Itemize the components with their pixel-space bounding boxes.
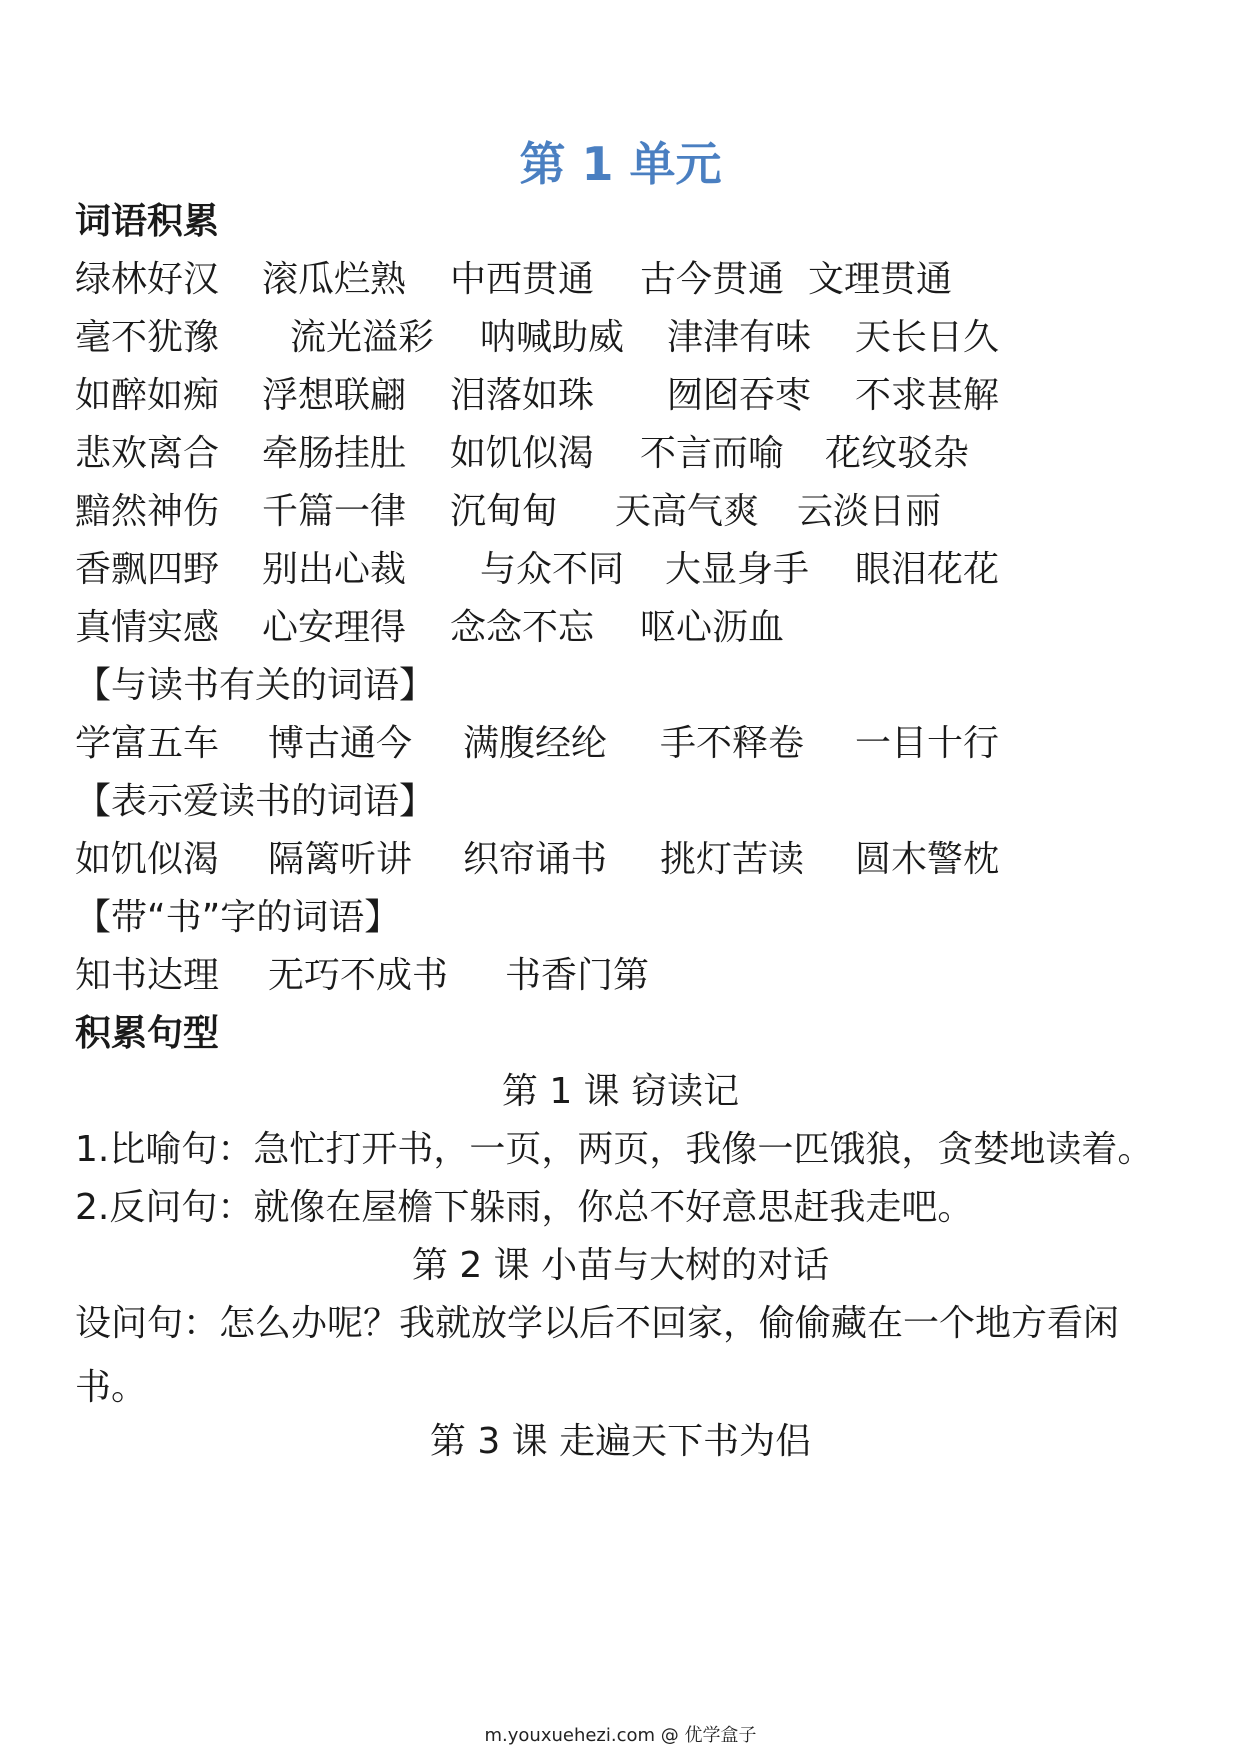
category-label-love-reading: 【表示爱读书的词语】	[75, 781, 436, 822]
vocab-word: 如醉如痴	[75, 375, 220, 416]
vocab-word: 毫不犹豫	[75, 317, 220, 358]
sentence-heading: 积累句型	[75, 1013, 220, 1054]
vocab-word: 悲欢离合	[75, 433, 220, 474]
category-word: 如饥似渴	[75, 839, 220, 880]
vocab-heading: 词语积累	[75, 201, 220, 242]
vocab-word: 天长日久	[855, 317, 1000, 358]
category-word: 手不释卷	[660, 723, 805, 764]
vocab-word: 绿林好汉	[75, 259, 220, 300]
vocab-word: 天高气爽	[615, 491, 760, 532]
category-word: 织帘诵书	[463, 839, 608, 880]
sentence: 1.比喻句：急忙打开书，一页，两页，我像一匹饿狼，贪婪地读着。	[75, 1129, 1154, 1170]
lesson-title: 第 3 课 走遍天下书为侣	[429, 1421, 812, 1462]
vocab-word: 文理贯通	[808, 259, 953, 300]
vocab-word: 眼泪花花	[855, 549, 1000, 590]
vocab-word: 古今贯通	[640, 259, 785, 300]
vocab-word: 呐喊助威	[480, 317, 625, 358]
vocab-word: 千篇一律	[262, 491, 407, 532]
vocab-word: 中西贯通	[450, 259, 595, 300]
sentence: 2.反问句：就像在屋檐下躲雨，你总不好意思赶我走吧。	[75, 1187, 974, 1228]
vocab-word: 呕心沥血	[640, 607, 785, 648]
vocab-word: 云淡日丽	[797, 491, 942, 532]
category-word: 挑灯苦读	[660, 839, 805, 880]
vocab-word: 花纹驳杂	[825, 433, 970, 474]
category-word: 隔篱听讲	[268, 839, 413, 880]
vocab-word: 与众不同	[480, 549, 625, 590]
category-word: 一目十行	[855, 723, 1000, 764]
vocab-word: 不求甚解	[855, 375, 1000, 416]
category-label-reading: 【与读书有关的词语】	[75, 665, 436, 706]
vocab-word: 不言而喻	[640, 433, 785, 474]
vocab-word: 香飘四野	[75, 549, 220, 590]
category-word: 圆木警枕	[855, 839, 1000, 880]
vocab-word: 黯然神伤	[75, 491, 220, 532]
category-word: 满腹经纶	[463, 723, 608, 764]
vocab-word: 津津有味	[667, 317, 812, 358]
vocab-word: 心安理得	[262, 607, 407, 648]
vocab-word: 囫囵吞枣	[667, 375, 812, 416]
category-word: 博古通今	[268, 723, 413, 764]
page-title: 第 1 单元	[519, 137, 722, 191]
vocab-word: 别出心裁	[262, 549, 407, 590]
vocab-word: 念念不忘	[450, 607, 595, 648]
vocab-word: 流光溢彩	[290, 317, 435, 358]
vocab-word: 滚瓜烂熟	[262, 259, 407, 300]
vocab-word: 沉甸甸	[450, 491, 559, 532]
lesson-title: 第 1 课 窃读记	[501, 1071, 740, 1112]
vocab-word: 泪落如珠	[450, 375, 595, 416]
category-word: 学富五车	[75, 723, 220, 764]
category-word: 知书达理	[75, 955, 220, 996]
footer-watermark: m.youxuehezi.com @ 优学盒子	[484, 1725, 757, 1746]
vocab-word: 浮想联翩	[262, 375, 407, 416]
vocab-word: 大显身手	[665, 549, 810, 590]
lesson-title: 第 2 课 小苗与大树的对话	[411, 1245, 830, 1286]
vocab-word: 真情实感	[75, 607, 220, 648]
vocab-word: 如饥似渴	[450, 433, 595, 474]
category-label-shu: 【带“书”字的词语】	[75, 897, 401, 938]
category-word: 书香门第	[505, 955, 650, 996]
vocab-word: 牵肠挂肚	[262, 433, 407, 474]
sentence: 设问句：怎么办呢？我就放学以后不回家，偷偷藏在一个地方看闲书。	[75, 1303, 1120, 1408]
category-word: 无巧不成书	[268, 955, 449, 996]
